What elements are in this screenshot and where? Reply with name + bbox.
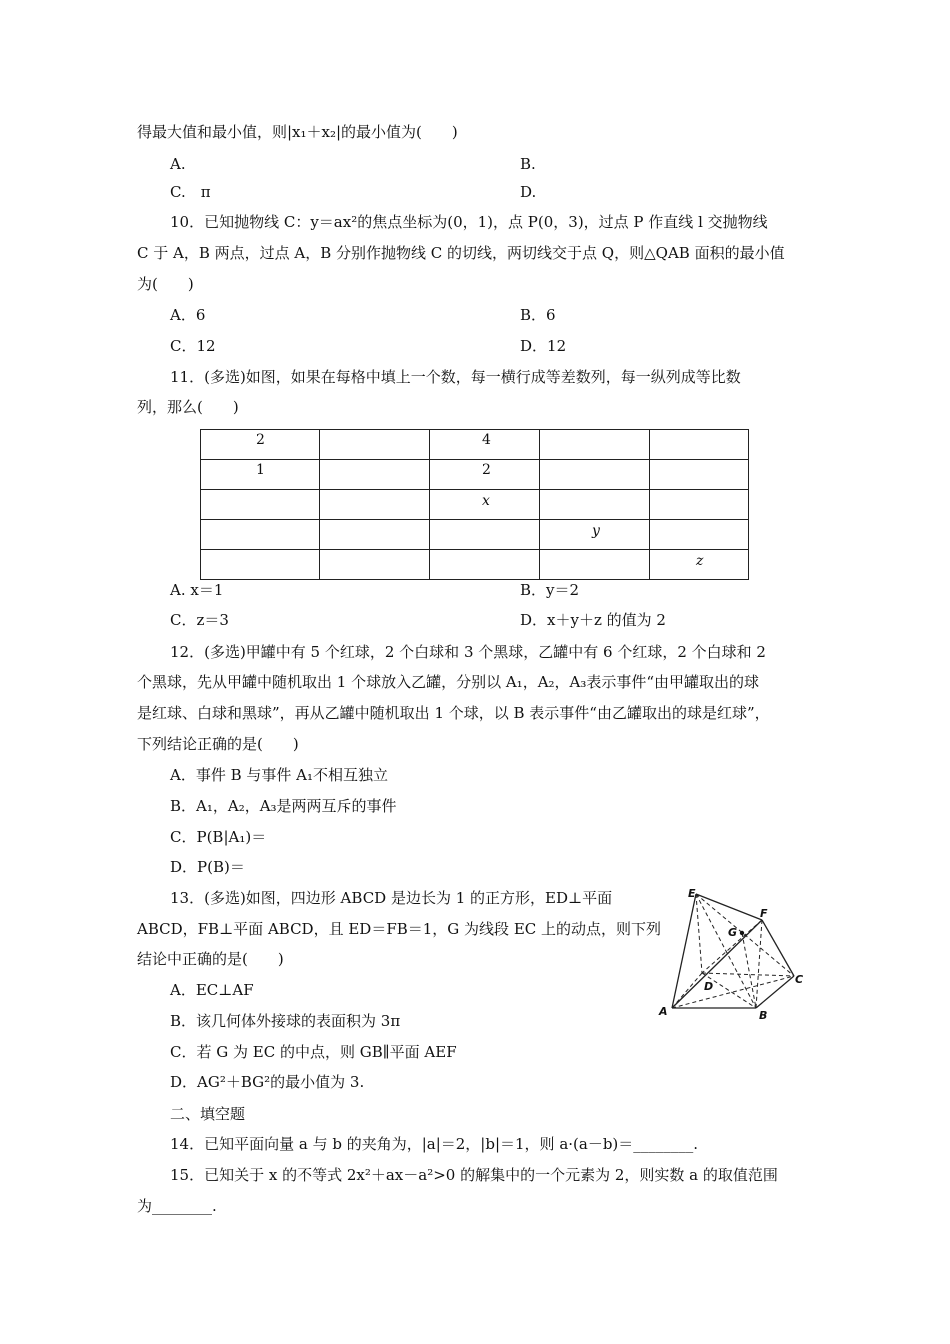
edge-ea	[672, 894, 696, 1008]
q13-line2: ABCD，FB⊥平面 ABCD，且 ED＝FB＝1，G 为线段 EC 上的动点，则下列	[137, 920, 662, 938]
q11-line2: 列，那么( )	[137, 398, 239, 416]
q15-line2: 为________.	[137, 1197, 217, 1215]
grid-cell	[201, 520, 320, 550]
grid-row	[201, 460, 749, 490]
q11-option-a: A. x＝1	[170, 581, 224, 599]
q13-option-d: D．AG²＋BG²的最小值为 3.	[170, 1073, 365, 1091]
grid-cell: x	[430, 490, 540, 520]
label-b: B	[759, 1009, 768, 1022]
grid-cell	[320, 460, 430, 490]
q10-option-c: C．12	[170, 337, 216, 355]
q10-option-b: B．6	[520, 306, 556, 324]
grid-cell	[650, 520, 749, 550]
q12-line1: 12．(多选)甲罐中有 5 个红球，2 个白球和 3 个黑球，乙罐中有 6 个红球，2 个白球和 2	[170, 643, 766, 661]
edge-dc	[702, 973, 794, 976]
grid-cell	[650, 430, 749, 460]
edge-ef	[696, 894, 762, 920]
grid-cell: 2	[201, 430, 320, 460]
polyhedron-figure	[650, 880, 820, 1025]
q10-option-a: A．6	[170, 306, 206, 324]
grid-row	[201, 430, 749, 460]
q9-option-d: D.	[520, 183, 537, 201]
q13-option-b: B．该几何体外接球的表面积为 3π	[170, 1012, 401, 1030]
q13-option-c: C．若 G 为 EC 的中点，则 GB∥平面 AEF	[170, 1043, 457, 1061]
grid-cell	[540, 430, 650, 460]
grid-cell	[650, 490, 749, 520]
grid-cell	[201, 490, 320, 520]
grid-cell	[430, 550, 540, 580]
q10-option-d: D．12	[520, 337, 567, 355]
grid-cell: 2	[430, 460, 540, 490]
q13-line3: 结论中正确的是( )	[137, 950, 284, 968]
label-g: G	[728, 926, 738, 939]
grid-cell: 4	[430, 430, 540, 460]
section-heading: 二、填空题	[170, 1105, 246, 1123]
grid-row	[201, 520, 749, 550]
number-grid	[200, 429, 749, 580]
q13-line1: 13．(多选)如图，四边形 ABCD 是边长为 1 的正方形，ED⊥平面	[170, 889, 613, 907]
q10-line1: 10．已知抛物线 C：y＝ax²的焦点坐标为(0，1)，点 P(0，3)，过点 P 作直线 l 交抛物线	[170, 213, 768, 231]
label-d: D	[704, 980, 714, 993]
grid-cell: y	[540, 520, 650, 550]
q14-line: 14．已知平面向量 a 与 b 的夹角为，|a|＝2，|b|＝1，则 a·(a－b)＝________.	[170, 1135, 699, 1153]
grid-cell	[320, 490, 430, 520]
grid-cell	[320, 430, 430, 460]
q12-line2: 个黑球，先从甲罐中随机取出 1 个球放入乙罐，分别以 A₁，A₂，A₃表示事件“由甲罐取出的球	[137, 673, 760, 691]
edge-fc	[762, 920, 794, 976]
q12-option-a: A．事件 B 与事件 A₁不相互独立	[170, 766, 389, 784]
grid-cell	[540, 460, 650, 490]
grid-cell	[650, 460, 749, 490]
q11-line1: 11．(多选)如图，如果在每格中填上一个数，每一横行成等差数列，每一纵列成等比数	[170, 368, 741, 386]
edge-ed	[696, 894, 702, 973]
grid-cell	[540, 490, 650, 520]
label-c: C	[795, 973, 804, 986]
q11-option-d: D．x＋y＋z 的值为 2	[520, 611, 666, 629]
label-a: A	[659, 1005, 668, 1018]
edge-gb	[742, 933, 756, 1008]
q12-option-c: C．P(B|A₁)＝	[170, 828, 267, 846]
grid-cell	[540, 550, 650, 580]
q12-option-b: B．A₁，A₂，A₃是两两互斥的事件	[170, 797, 397, 815]
q12-option-d: D．P(B)＝	[170, 858, 245, 876]
grid-cell	[430, 520, 540, 550]
label-e: E	[688, 887, 696, 900]
q12-line3: 是红球、白球和黑球”，再从乙罐中随机取出 1 个球，以 B 表示事件“由乙罐取出的球是红球”，	[137, 704, 770, 722]
q9-stem: 得最大值和最小值，则|x₁＋x₂|的最小值为( )	[137, 123, 458, 141]
edge-fb	[756, 920, 762, 1008]
q10-line3: 为( )	[137, 275, 194, 293]
q11-option-c: C．z＝3	[170, 611, 229, 629]
grid-cell	[320, 520, 430, 550]
label-f: F	[760, 907, 768, 920]
q13-option-a: A．EC⊥AF	[170, 981, 254, 999]
q11-option-b: B．y＝2	[520, 581, 580, 599]
q9-option-c: C. π	[170, 183, 211, 201]
q10-line2: C 于 A，B 两点，过点 A，B 分别作抛物线 C 的切线，两切线交于点 Q，则△QAB 面积的最小值	[137, 244, 785, 262]
grid-cell	[320, 550, 430, 580]
grid-cell: z	[650, 550, 749, 580]
point-g	[740, 931, 744, 935]
grid-cell: 1	[201, 460, 320, 490]
q9-option-b: B.	[520, 155, 536, 173]
q9-option-a: A.	[170, 155, 186, 173]
grid-row	[201, 550, 749, 580]
grid-cell	[201, 550, 320, 580]
q12-line4: 下列结论正确的是( )	[137, 735, 299, 753]
q15-line1: 15．已知关于 x 的不等式 2x²＋ax－a²>0 的解集中的一个元素为 2，则实数 a 的取值范围	[170, 1166, 778, 1184]
grid-row	[201, 490, 749, 520]
